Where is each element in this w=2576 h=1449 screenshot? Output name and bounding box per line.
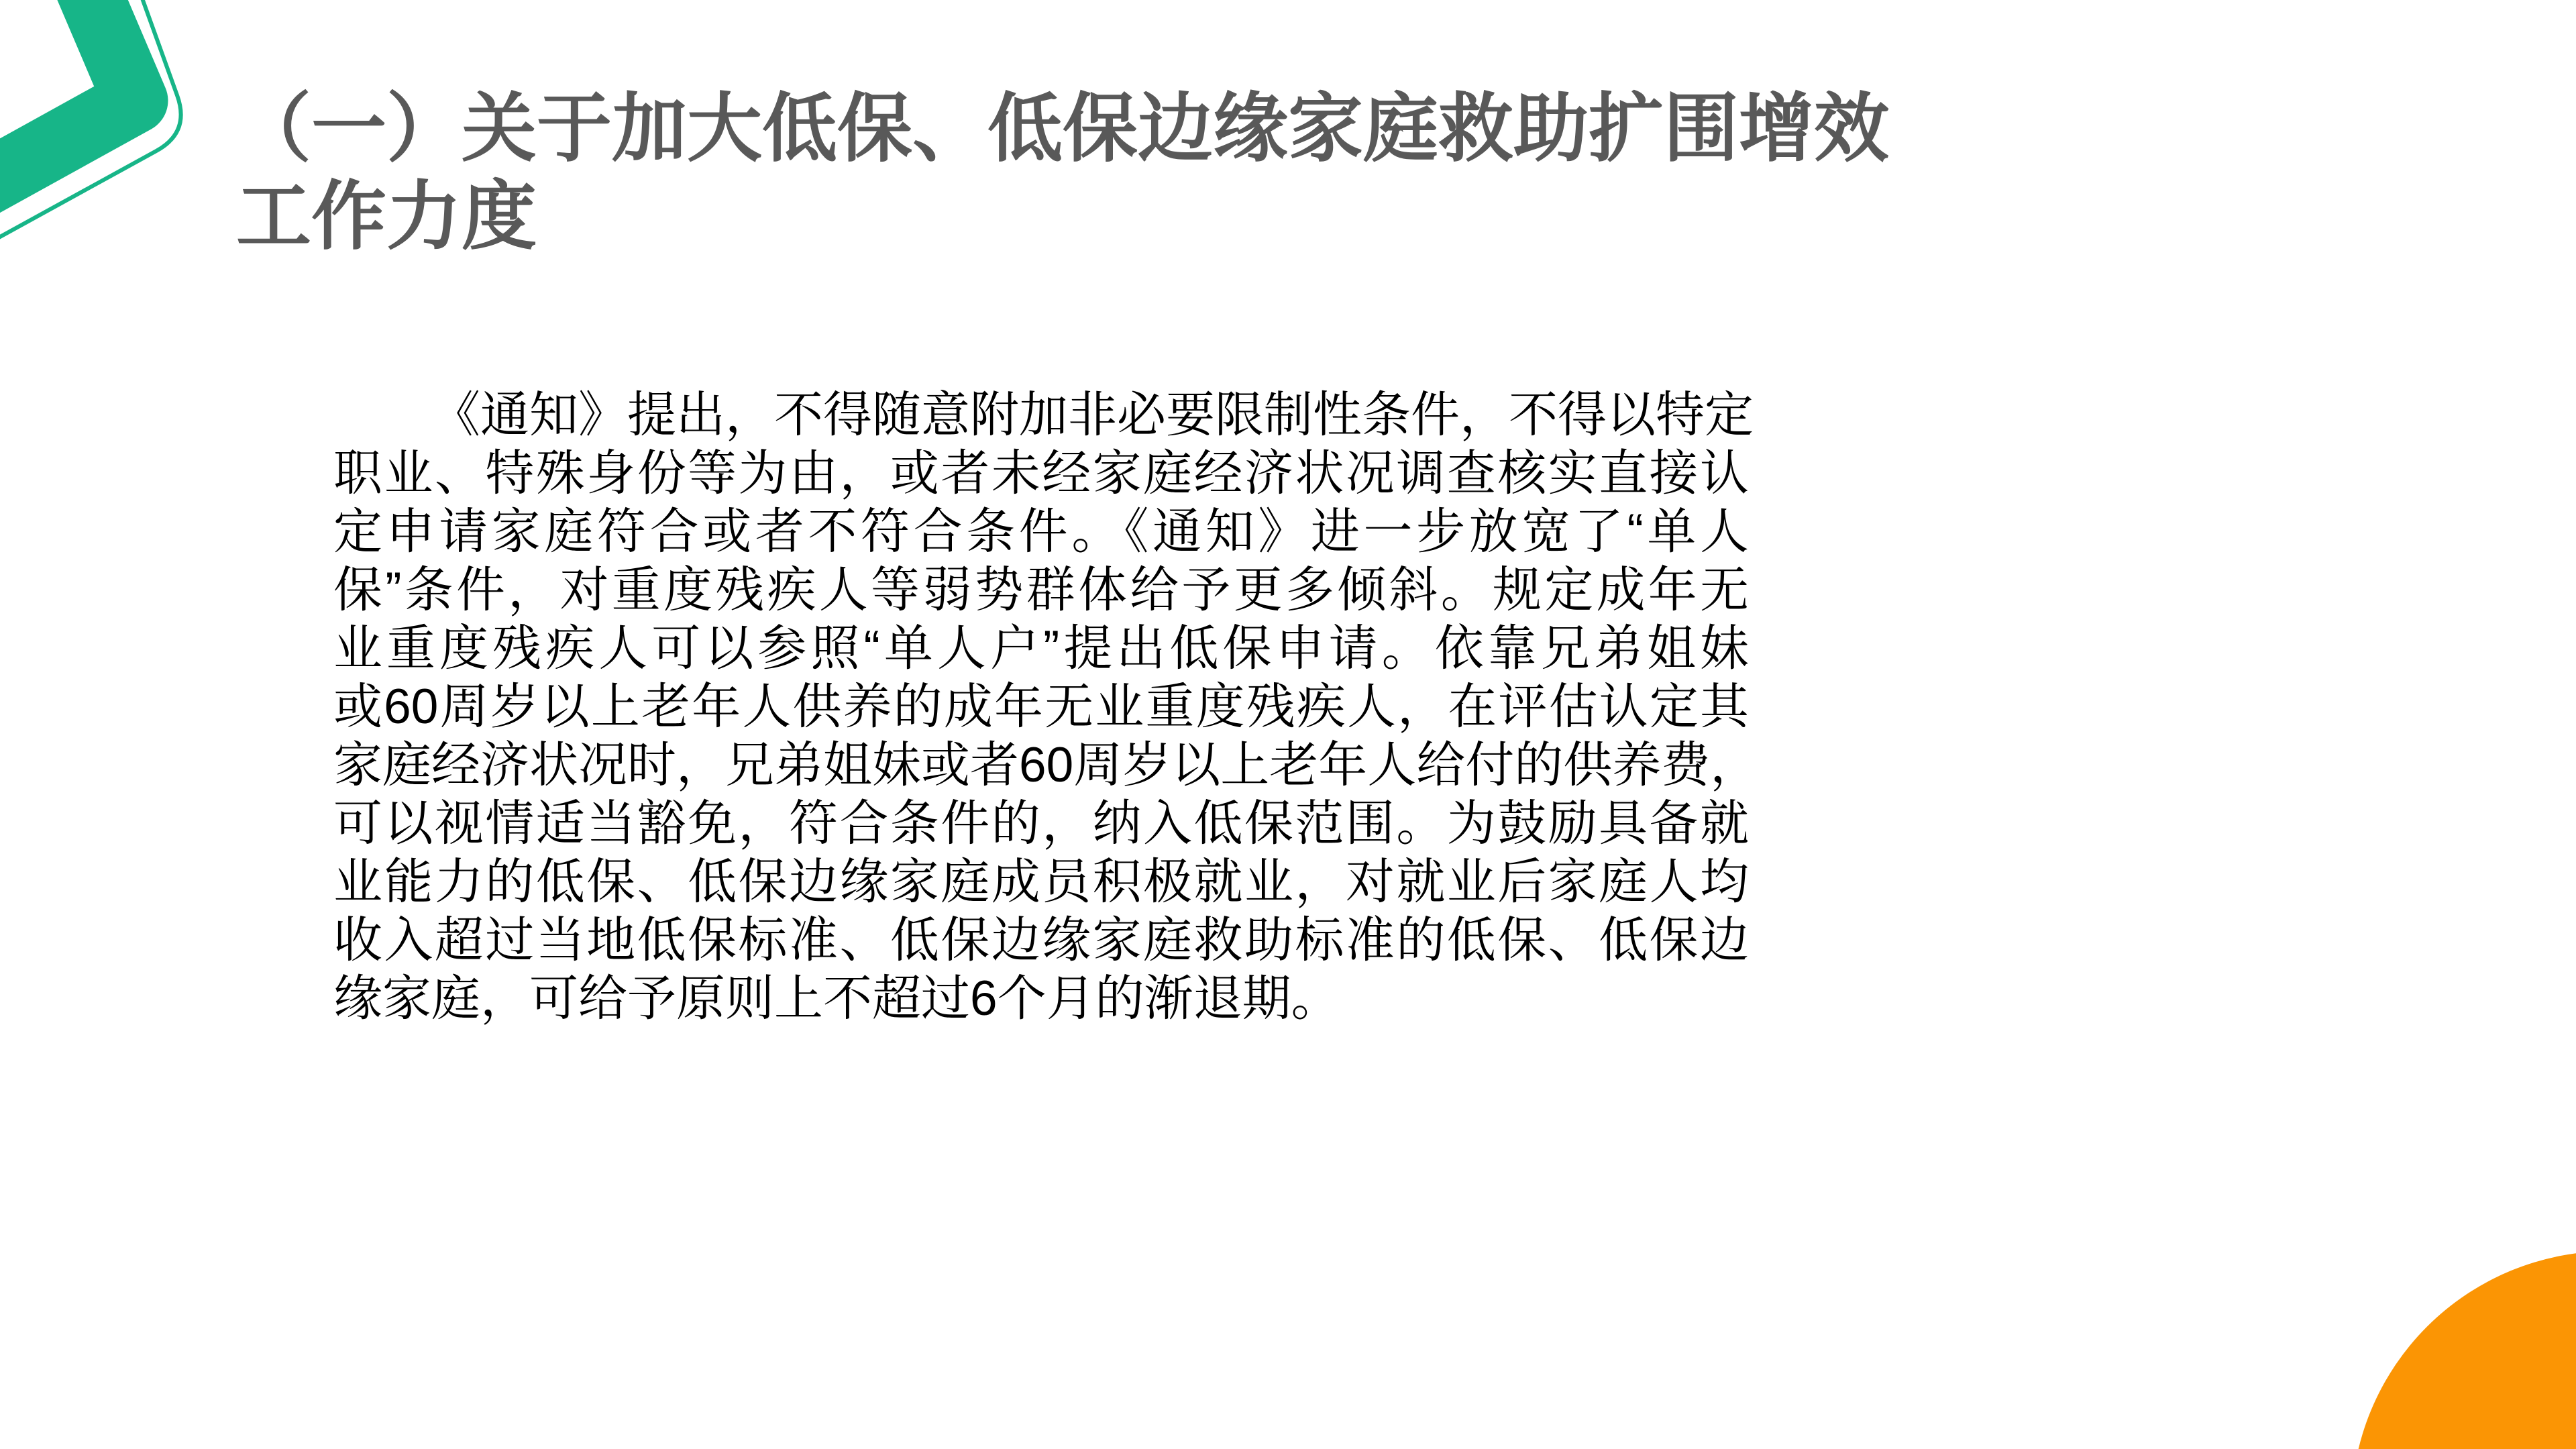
page-title-line: （一）关于加大低保、低保边缘家庭救助扩围增效 xyxy=(236,87,1889,170)
body-text xyxy=(333,386,1760,1028)
body-text-line: 业重度残疾人可以参照“单人户”提出低保申请。依靠兄弟姐妹 xyxy=(333,621,1749,676)
body-text-line: 收入超过当地低保标准、低保边缘家庭救助标准的低保、低保边 xyxy=(333,913,1749,967)
body-text-line: 可以视情适当豁免，符合条件的，纳入低保范围。为鼓励具备就 xyxy=(333,796,1749,851)
body-text-line: 业能力的低保、低保边缘家庭成员积极就业，对就业后家庭人均 xyxy=(333,855,1749,909)
page-title-line: 工作力度 xyxy=(236,174,537,258)
body-text-line: 《通知》提出，不得随意附加非必要限制性条件，不得以特定 xyxy=(431,388,1754,442)
orange-circle-decoration xyxy=(2351,1251,2576,1449)
body-text-line: 职业、特殊身份等为由，或者未经家庭经济状况调查核实直接认 xyxy=(333,446,1749,500)
body-text-line: 缘家庭，可给予原则上不超过6个月的渐退期。 xyxy=(333,971,1340,1026)
body-text-line: 定申请家庭符合或者不符合条件。《通知》进一步放宽了“单人 xyxy=(333,504,1749,559)
page-title xyxy=(236,85,1953,260)
body-text-line: 家庭经济状况时，兄弟姐妹或者60周岁以上老年人给付的供养费， xyxy=(333,738,1760,792)
chevron-decoration-icon xyxy=(0,0,255,322)
body-text-line: 保”条件，对重度残疾人等弱势群体给予更多倾斜。规定成年无 xyxy=(333,563,1749,617)
body-text-line: 或60周岁以上老年人供养的成年无业重度残疾人，在评估认定其 xyxy=(333,680,1749,734)
